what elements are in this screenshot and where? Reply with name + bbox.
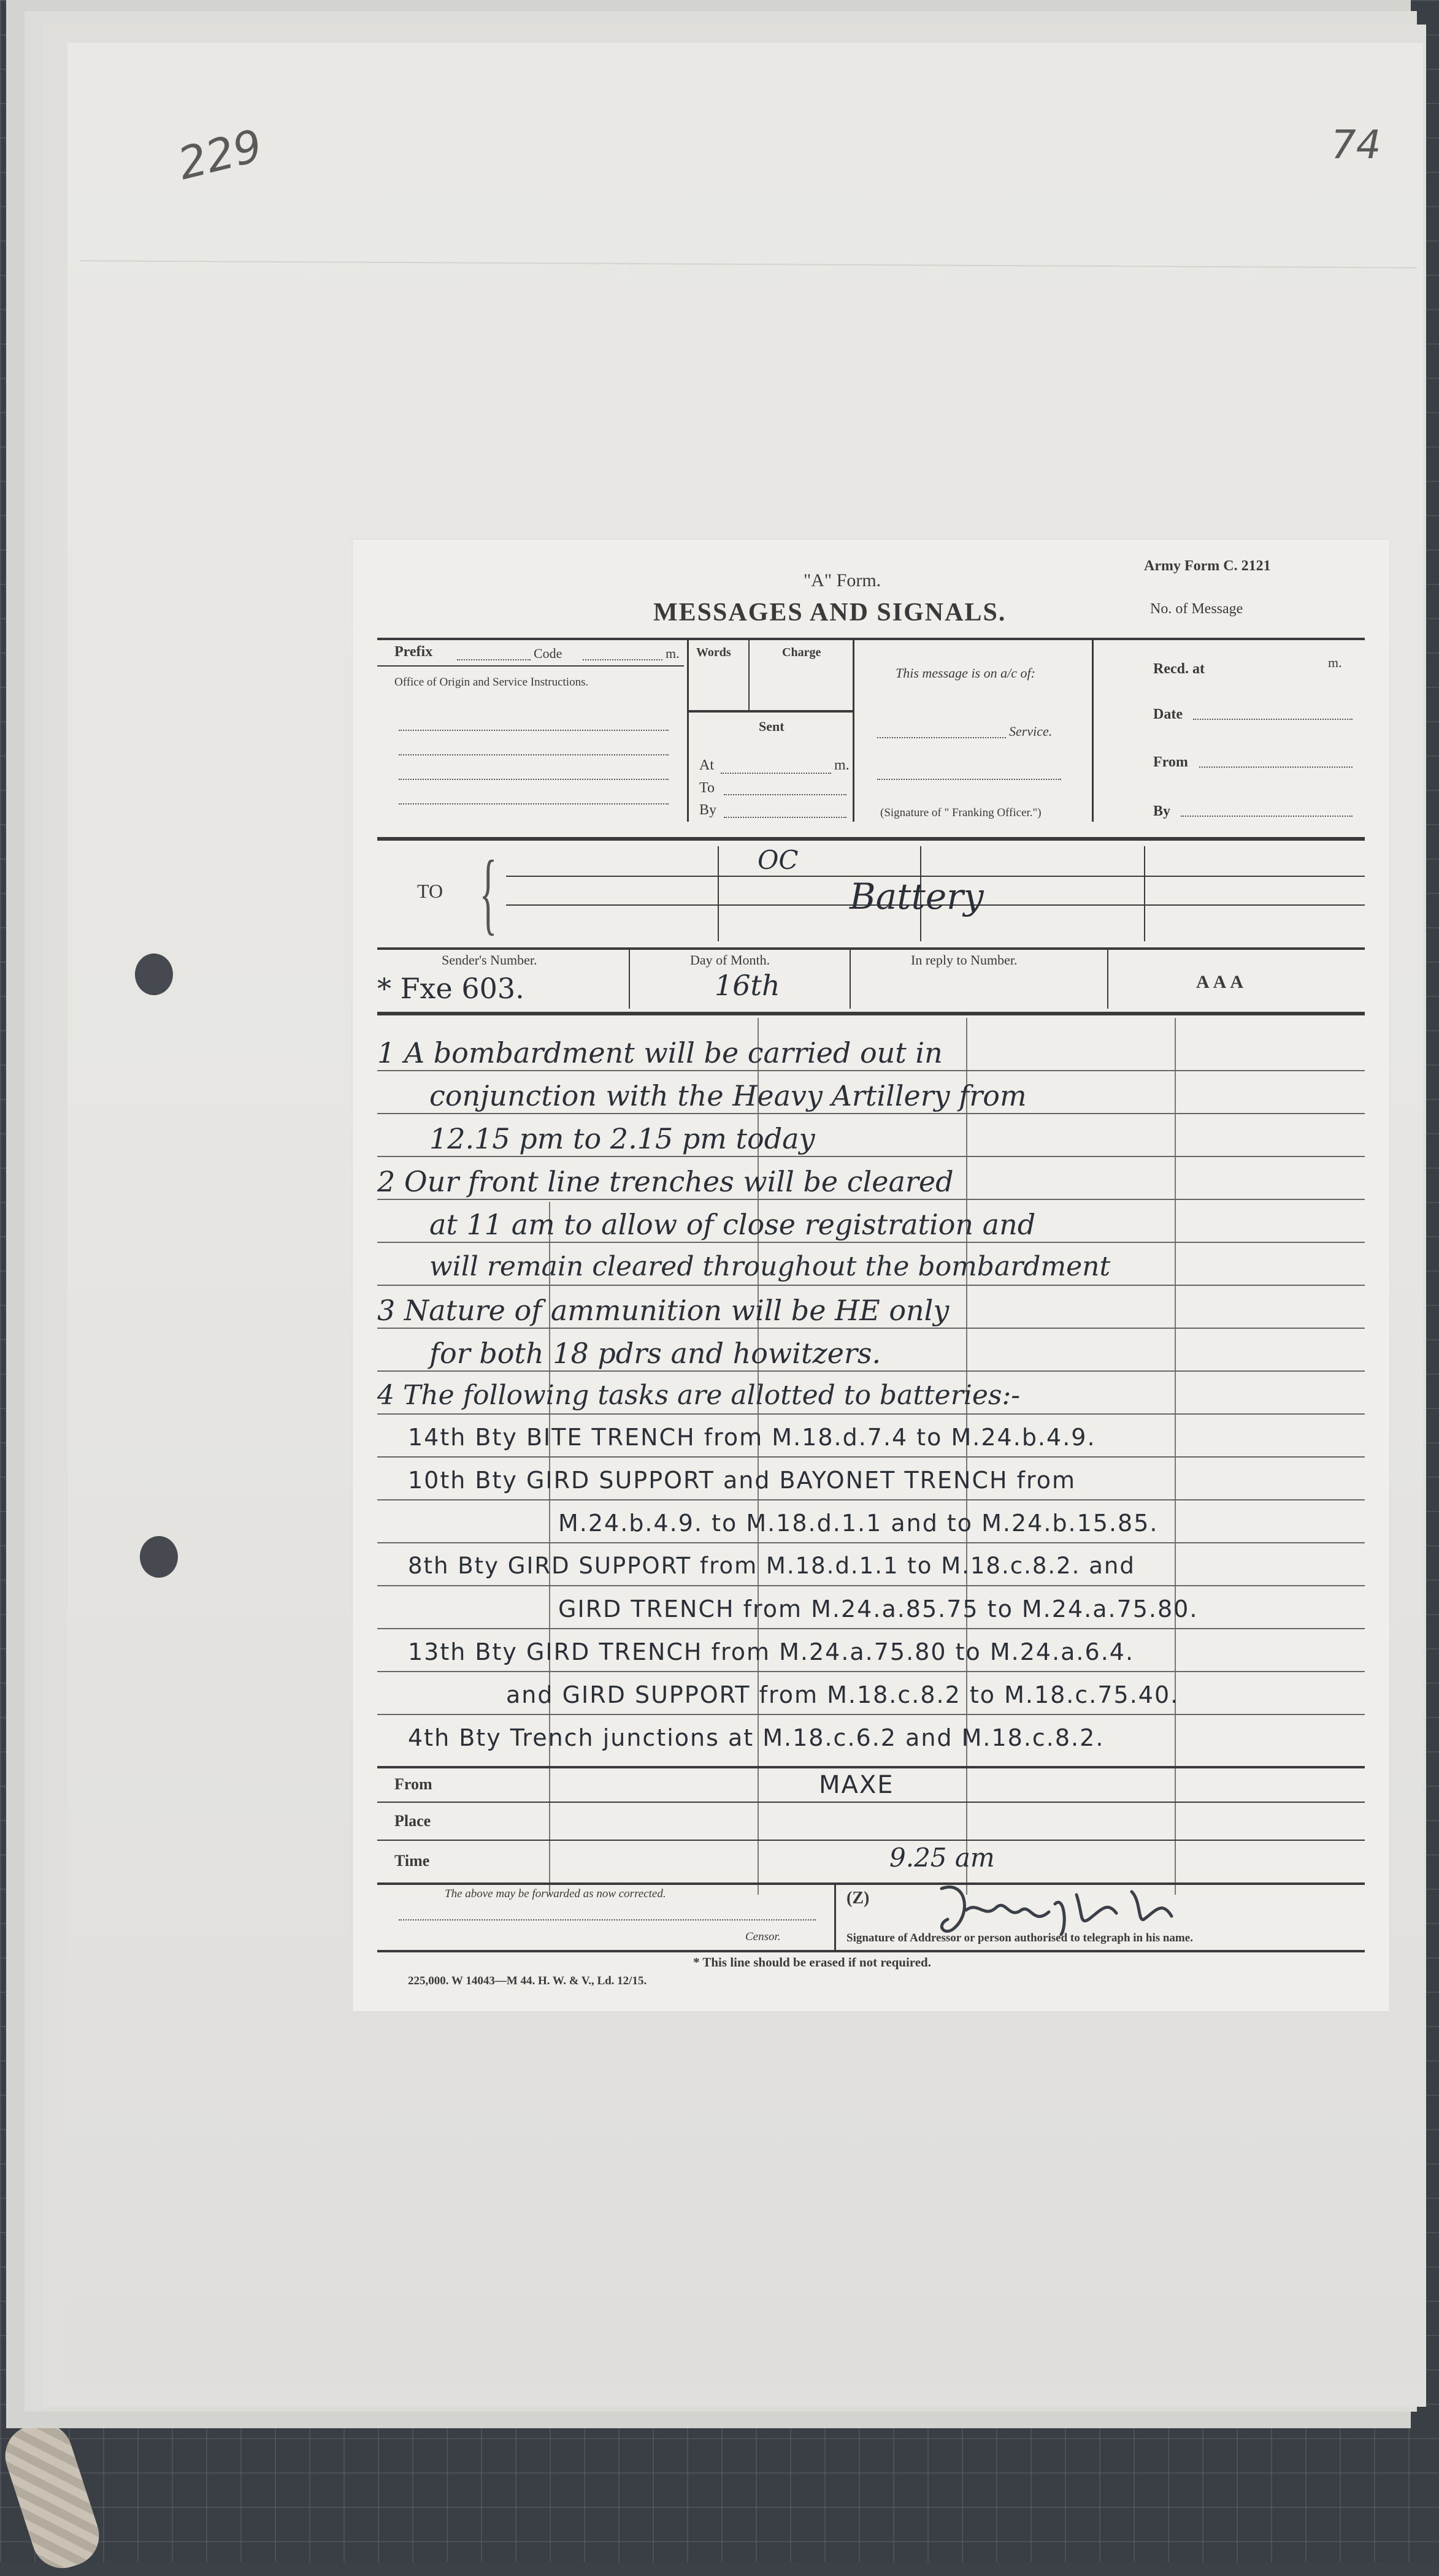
rule bbox=[377, 1585, 1365, 1586]
dotted-line bbox=[724, 817, 846, 818]
place-label: Place bbox=[394, 1812, 431, 1830]
rule bbox=[377, 1285, 1365, 1286]
message-line: 4th Bty Trench junctions at M.18.c.6.2 and M.18.c.8.2. bbox=[408, 1724, 1105, 1751]
rule bbox=[748, 638, 750, 711]
dotted-line bbox=[583, 659, 662, 660]
dotted-line bbox=[724, 794, 846, 795]
rule bbox=[377, 947, 1365, 950]
brace: { bbox=[479, 842, 497, 944]
charge-label: Charge bbox=[782, 646, 821, 659]
message-line: 3 Nature of ammunition will be HE only bbox=[377, 1294, 950, 1327]
code-m-label: m. bbox=[666, 646, 680, 661]
to-battery: Battery bbox=[850, 876, 984, 917]
dotted-line bbox=[1181, 816, 1353, 817]
message-line: at 11 am to allow of close registration and bbox=[429, 1208, 1036, 1241]
rule bbox=[377, 1199, 1365, 1200]
rule bbox=[850, 947, 851, 1009]
from-value: MAXE bbox=[819, 1771, 894, 1799]
from-label: From bbox=[1153, 754, 1188, 770]
folio-number: 229 bbox=[172, 119, 267, 190]
message-line: 2 Our front line trenches will be cleared bbox=[377, 1165, 954, 1198]
form-title: MESSAGES AND SIGNALS. bbox=[653, 598, 1007, 627]
message-line: 1 A bombardment will be carried out in bbox=[377, 1036, 943, 1069]
sender-number: * Fxe 603. bbox=[377, 972, 524, 1005]
handwritten-signature bbox=[929, 1876, 1193, 1944]
time-value: 9.25 am bbox=[889, 1843, 995, 1873]
rule bbox=[377, 638, 1365, 640]
words-label: Words bbox=[696, 646, 731, 659]
rule bbox=[1092, 638, 1094, 822]
page-number: 74 bbox=[1331, 123, 1381, 168]
message-line: conjunction with the Heavy Artillery from bbox=[429, 1079, 1027, 1112]
prefix-label: Prefix bbox=[394, 644, 433, 660]
sent-label: Sent bbox=[759, 719, 785, 734]
rule bbox=[377, 1840, 1365, 1841]
rule bbox=[377, 1766, 1365, 1768]
in-reply-label: In reply to Number. bbox=[911, 952, 1018, 968]
rule bbox=[687, 638, 689, 822]
rule bbox=[1144, 846, 1145, 941]
rule bbox=[377, 1242, 1365, 1243]
censor-label: Censor. bbox=[745, 1930, 781, 1943]
dotted-line bbox=[877, 779, 1061, 780]
rule bbox=[377, 1802, 1365, 1803]
rule bbox=[687, 710, 853, 713]
day-of-month-label: Day of Month. bbox=[690, 952, 770, 968]
rule bbox=[377, 1370, 1365, 1372]
z-label: (Z) bbox=[846, 1889, 870, 1908]
message-form bbox=[353, 540, 1389, 2011]
rule bbox=[629, 947, 630, 1009]
message-line: 12.15 pm to 2.15 pm today bbox=[429, 1122, 815, 1155]
code-label: Code bbox=[534, 646, 562, 661]
erase-note: * This line should be erased if not required. bbox=[693, 1955, 931, 1970]
punch-hole bbox=[135, 954, 173, 995]
addressor-signature-label: Signature of Addressor or person authorised to telegraph in his name. bbox=[846, 1932, 1193, 1944]
rule bbox=[377, 1070, 1365, 1071]
at-label: At bbox=[699, 757, 714, 773]
message-line: 10th Bty GIRD SUPPORT and BAYONET TRENCH from bbox=[408, 1467, 1076, 1494]
by2-label: By bbox=[1153, 803, 1171, 819]
account-label: This message is on a/c of: bbox=[896, 665, 1035, 681]
rule bbox=[377, 1456, 1365, 1458]
rule bbox=[377, 1156, 1365, 1157]
office-origin-label: Office of Origin and Service Instructions. bbox=[394, 676, 589, 689]
rule bbox=[853, 638, 854, 822]
message-line: 4 The following tasks are allotted to batteries:- bbox=[377, 1380, 1021, 1411]
message-line: 13th Bty GIRD TRENCH from M.24.a.75.80 to M.24.a.6.4. bbox=[408, 1638, 1135, 1665]
service-label: Service. bbox=[1009, 724, 1053, 739]
by-label: By bbox=[699, 802, 717, 818]
rule bbox=[377, 1542, 1365, 1543]
rule bbox=[377, 1328, 1365, 1329]
dotted-line bbox=[877, 737, 1006, 738]
message-line: for both 18 pdrs and howitzers. bbox=[429, 1337, 881, 1370]
print-line: 225,000. W 14043—M 44. H. W. & V., Ld. 12/15. bbox=[408, 1974, 647, 1987]
dotted-line bbox=[399, 1919, 816, 1921]
dotted-line bbox=[1193, 719, 1353, 720]
rule bbox=[377, 1671, 1365, 1672]
franking-signature-label: (Signature of " Franking Officer.") bbox=[880, 806, 1042, 819]
at-m-label: m. bbox=[834, 757, 850, 773]
from-footer-label: From bbox=[394, 1775, 432, 1793]
message-line: will remain cleared throughout the bombardment bbox=[429, 1251, 1111, 1282]
rule bbox=[377, 1950, 1365, 1952]
rule bbox=[377, 1012, 1365, 1015]
recd-at-label: Recd. at bbox=[1153, 661, 1205, 677]
dotted-line bbox=[399, 754, 669, 755]
message-line: GIRD TRENCH from M.24.a.85.75 to M.24.a.75.80. bbox=[558, 1596, 1199, 1622]
rule bbox=[377, 1113, 1365, 1114]
forward-note: The above may be forwarded as now corrected. bbox=[445, 1887, 666, 1900]
senders-number-label: Sender's Number. bbox=[442, 952, 537, 968]
dotted-line bbox=[457, 659, 531, 660]
army-form-number: Army Form C. 2121 bbox=[1144, 558, 1271, 574]
recd-m-label: m. bbox=[1328, 655, 1342, 670]
day-of-month: 16th bbox=[715, 969, 780, 1002]
to-label: To bbox=[699, 780, 715, 796]
rule bbox=[834, 1882, 836, 1950]
form-name: "A" Form. bbox=[804, 570, 881, 590]
time-label: Time bbox=[394, 1852, 430, 1870]
dotted-line bbox=[721, 773, 831, 774]
dotted-line bbox=[1199, 766, 1353, 768]
message-line: 14th Bty BITE TRENCH from M.18.d.7.4 to M.24.b.4.9. bbox=[408, 1424, 1096, 1451]
rule bbox=[377, 1413, 1365, 1415]
dotted-line bbox=[399, 779, 669, 780]
punch-hole bbox=[140, 1536, 178, 1578]
rule bbox=[377, 665, 684, 667]
to-addressee: OC bbox=[758, 845, 799, 875]
dotted-line bbox=[399, 803, 669, 805]
aaa-label: AAA bbox=[1196, 972, 1247, 992]
message-line: M.24.b.4.9. to M.18.d.1.1 and to M.24.b.15.85. bbox=[558, 1510, 1159, 1537]
dotted-line bbox=[399, 730, 669, 731]
rule bbox=[377, 1499, 1365, 1500]
rule bbox=[718, 846, 719, 941]
rule bbox=[377, 1714, 1365, 1715]
to-block-label: TO bbox=[417, 880, 443, 902]
rule bbox=[377, 1628, 1365, 1629]
message-line: and GIRD SUPPORT from M.18.c.8.2 to M.18.c.75.40. bbox=[506, 1681, 1180, 1708]
message-line: 8th Bty GIRD SUPPORT from M.18.d.1.1 to M.18.c.8.2. and bbox=[408, 1553, 1135, 1579]
rule bbox=[1107, 947, 1108, 1009]
rule bbox=[377, 837, 1365, 841]
no-of-message-label: No. of Message bbox=[1150, 601, 1243, 617]
rule bbox=[377, 1882, 1365, 1885]
date-label: Date bbox=[1153, 706, 1183, 722]
